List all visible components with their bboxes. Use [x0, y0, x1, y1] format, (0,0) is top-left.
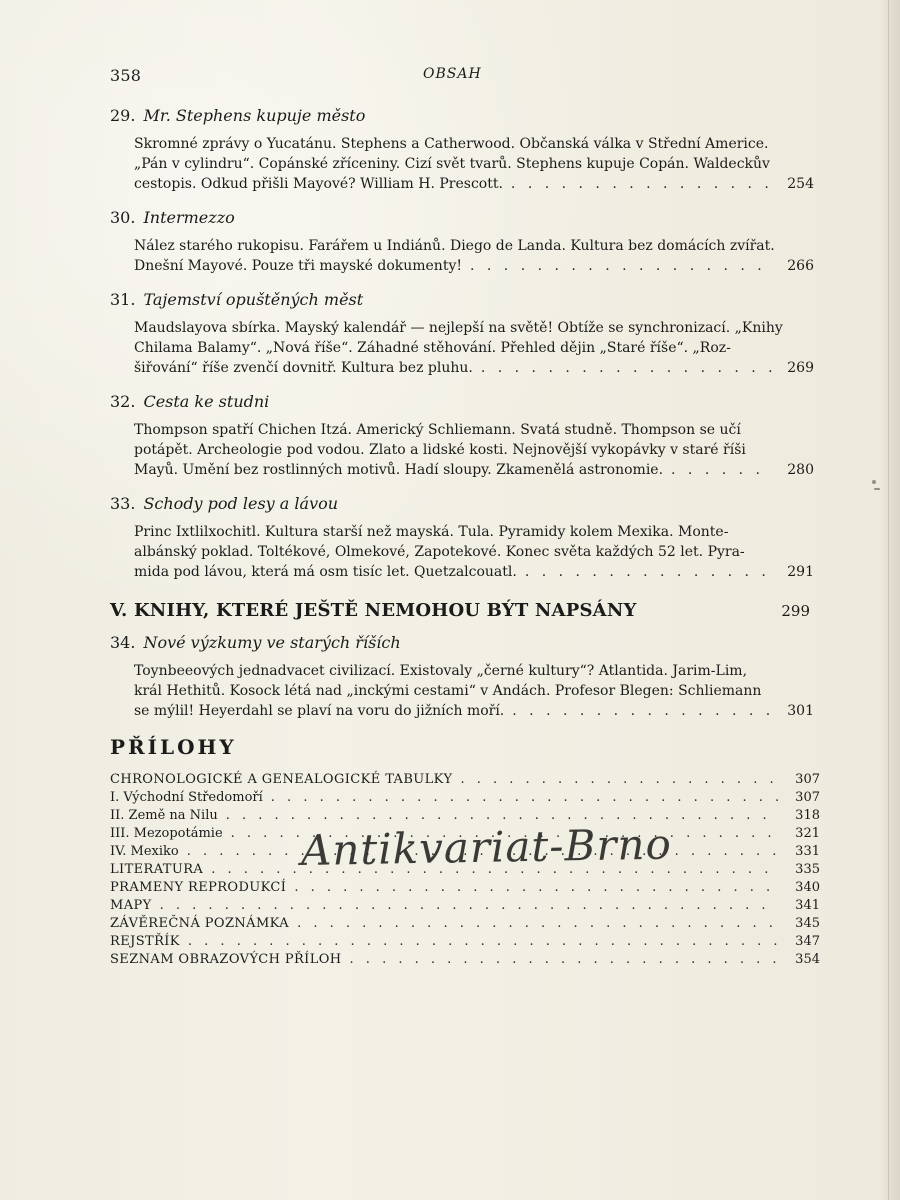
entry-description — [134, 522, 814, 582]
entry-description — [134, 236, 814, 276]
entry-title — [110, 633, 810, 653]
entry-number: 31. — [110, 290, 136, 309]
watermark-text: Antikvariat-Brno — [300, 819, 673, 875]
entry-line: se mýlil! Heyerdahl se plaví na voru do jižních moří. — [134, 703, 505, 719]
page-title: OBSAH — [423, 66, 482, 82]
page-reference: 321 — [795, 826, 820, 841]
entry-description — [134, 134, 814, 194]
appendix-title: PŘÍLOHY — [110, 735, 237, 759]
entry-heading: Mr. Stephens kupuje město — [143, 106, 366, 125]
appendix-label: MAPY — [110, 898, 152, 913]
toc-entry-33 — [110, 494, 814, 582]
entry-line: Thompson spatří Chichen Itzá. Americký Schliemann. Svatá studně. Thompson se učí — [134, 422, 741, 438]
toc-entry-34 — [110, 633, 814, 721]
entry-line: cestopis. Odkud přišli Mayové? William H. Prescott. — [134, 176, 503, 192]
entry-heading: Nové výzkumy ve starých říších — [143, 633, 401, 652]
entry-title — [110, 106, 810, 126]
page-reference: 280 — [787, 462, 814, 478]
page-reference: 318 — [795, 808, 820, 823]
toc-entry-31 — [110, 290, 814, 378]
dot-leader — [188, 933, 778, 951]
page-reference: 335 — [795, 862, 820, 877]
appendix-label: REJSTŘÍK — [110, 934, 180, 949]
entry-line: Skromné zprávy o Yucatánu. Stephens a Catherwood. Občanská válka v Střední Americe. — [134, 136, 769, 152]
appendix-item — [110, 915, 820, 933]
page-reference: 266 — [787, 258, 814, 274]
appendix-label: CHRONOLOGICKÉ A GENEALOGICKÉ TABULKY — [110, 772, 453, 787]
entry-line: Princ Ixtlilxochitl. Kultura starší než mayská. Tula. Pyramidy kolem Mexika. Monte- — [134, 524, 729, 540]
page-reference: 254 — [787, 176, 814, 192]
page-reference: 299 — [781, 602, 810, 620]
page-reference: 301 — [787, 703, 814, 719]
page-reference: 347 — [795, 934, 820, 949]
entry-line: král Hethitů. Kosock létá nad „inckými cestami“ v Andách. Profesor Blegen: Schliemann — [134, 683, 762, 699]
appendix-item — [110, 897, 820, 915]
appendix-item — [110, 879, 820, 897]
appendix-label: ZÁVĚREČNÁ POZNÁMKA — [110, 916, 290, 931]
entry-line: Mayů. Umění bez rostlinných motivů. Hadí sloupy. Zkamenělá astronomie. — [134, 462, 664, 478]
entry-last-line — [134, 701, 814, 721]
page-reference: 307 — [795, 790, 820, 805]
appendix-item — [110, 771, 820, 789]
entry-number: 34. — [110, 633, 136, 652]
entry-title — [110, 290, 810, 310]
appendix-item — [110, 951, 820, 969]
entry-line: Dnešní Mayové. Pouze tři mayské dokumenty! — [134, 258, 462, 274]
appendix-item — [110, 933, 820, 951]
entry-line: potápět. Archeologie pod vodou. Zlato a lidské kosti. Nejnovější vykopávky v staré říši — [134, 442, 746, 458]
entry-description — [134, 661, 814, 721]
entry-number: 29. — [110, 106, 136, 125]
entry-title — [110, 392, 810, 412]
page-reference: 269 — [787, 360, 814, 376]
dot-leader — [481, 358, 772, 378]
entry-last-line — [134, 256, 814, 276]
page-reference: 354 — [795, 952, 820, 967]
entry-number: 33. — [110, 494, 136, 513]
dot-leader — [297, 915, 778, 933]
entry-title — [110, 494, 810, 514]
dot-leader — [671, 460, 772, 480]
entry-line: „Pán v cylindru“. Copánské zříceniny. Cizí svět tvarů. Stephens kupuje Copán. Waldeckův — [134, 156, 770, 172]
appendix-label: SEZNAM OBRAZOVÝCH PŘÍLOH — [110, 952, 342, 967]
entry-heading: Schody pod lesy a lávou — [143, 494, 339, 513]
entry-last-line — [134, 174, 814, 194]
entry-line: Chilama Balamy“. „Nová říše“. Záhadné stěhování. Přehled dějin „Staré říše“. „Roz- — [134, 340, 731, 356]
entry-title — [110, 208, 810, 228]
dot-leader — [271, 789, 778, 807]
entry-heading: Intermezzo — [143, 208, 235, 227]
entry-line: Nález starého rukopisu. Farářem u Indiánů. Diego de Landa. Kultura bez domácích zvířat. — [134, 238, 775, 254]
dot-leader — [160, 897, 778, 915]
dot-leader — [460, 771, 778, 789]
entry-line: mida pod lávou, která má osm tisíc let. Quetzalcouatl. — [134, 564, 517, 580]
entry-number: 30. — [110, 208, 136, 227]
dot-leader — [525, 562, 772, 582]
entry-description — [134, 420, 814, 480]
page-reference: 341 — [795, 898, 820, 913]
entry-description — [134, 318, 814, 378]
page-header — [110, 66, 810, 94]
appendix-label: PRAMENY REPRODUKCÍ — [110, 880, 287, 895]
page-reference: 340 — [795, 880, 820, 895]
appendix-label: III. Mezopotámie — [110, 826, 223, 841]
entry-line: Toynbeeových jednadvacet civilizací. Existovaly „černé kultury“? Atlantida. Jarim-Lim, — [134, 663, 748, 679]
toc-entry-29 — [110, 106, 814, 194]
entry-heading: Tajemství opuštěných měst — [143, 290, 364, 309]
appendix-item — [110, 789, 820, 807]
appendix-label: II. Země na Nilu — [110, 808, 218, 823]
paper-mark — [874, 488, 880, 490]
page-reference: 331 — [795, 844, 820, 859]
appendix-label: IV. Mexiko — [110, 844, 179, 859]
entry-last-line — [134, 460, 814, 480]
entry-line: albánský poklad. Toltékové, Olmekové, Zapotekové. Konec světa každých 52 let. Pyra- — [134, 544, 745, 560]
entry-last-line — [134, 562, 814, 582]
entry-number: 32. — [110, 392, 136, 411]
page-edge-shadow — [878, 0, 900, 1200]
entry-last-line — [134, 358, 814, 378]
section-title: V. KNIHY, KTERÉ JEŠTĚ NEMOHOU BÝT NAPSÁNY — [110, 600, 637, 621]
paper-mark — [872, 480, 876, 484]
section-v-heading — [110, 600, 810, 621]
page-reference: 307 — [795, 772, 820, 787]
entry-line: šiřování“ říše zvenčí dovnitř. Kultura bez pluhu. — [134, 360, 473, 376]
toc-entry-30 — [110, 208, 814, 276]
dot-leader — [511, 174, 772, 194]
page-reference: 291 — [787, 564, 814, 580]
entry-line: Maudslayova sbírka. Mayský kalendář — nejlepší na světě! Obtíže se synchronizací. „Knihy — [134, 320, 783, 336]
appendix-label: I. Východní Středomoří — [110, 790, 263, 805]
dot-leader — [470, 256, 772, 276]
dot-leader — [350, 951, 778, 969]
dot-leader — [294, 879, 778, 897]
appendix-label: LITERATURA — [110, 862, 204, 877]
toc-entry-32 — [110, 392, 814, 480]
entry-heading: Cesta ke studni — [143, 392, 270, 411]
page-number: 358 — [110, 66, 142, 85]
page-edge-line — [888, 0, 889, 1200]
page-reference: 345 — [795, 916, 820, 931]
dot-leader — [512, 701, 772, 721]
